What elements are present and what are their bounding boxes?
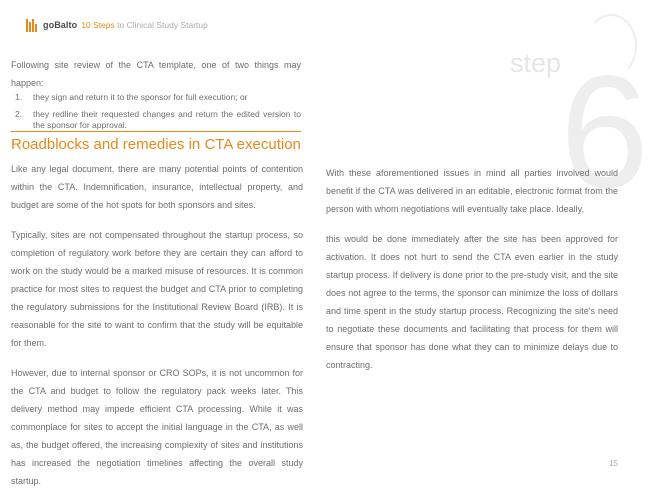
body-paragraph: With these aforementioned issues in mind all parties involved would benefit if the CTA was delivered in an editable, electronic format from the person with whom negotiations will eventually take place. Ideally, bbox=[326, 168, 618, 214]
body-paragraph: Like any legal document, there are many potential points of contention within the CTA. Indemnification, insurance, intellectual property, and budget are some of the hot spots for both sponsors and sites. bbox=[11, 164, 303, 210]
subtitle-highlight: 10 Steps bbox=[81, 20, 115, 30]
list-item bbox=[11, 92, 301, 103]
section-heading: Roadblocks and remedies in CTA execution bbox=[11, 136, 301, 153]
body-paragraph: Typically, sites are not compensated throughout the startup process, so completion of regulatory work before they are certain they can afford to work on the study would be a marked misuse of resources. It is common practice for most sites to request the budget and CTA prior to completing the regulatory submissions for the Institutional Review Board (IRB). It is reasonable for the site to want to confirm that the study will be equitable for them. bbox=[11, 230, 303, 348]
gobalto-logo-icon bbox=[26, 19, 39, 32]
step-number: 6 bbox=[560, 42, 649, 221]
section-divider bbox=[11, 131, 301, 132]
subtitle-rest: to Clinical Study Startup bbox=[117, 20, 208, 30]
left-column bbox=[11, 160, 303, 502]
page-number: 15 bbox=[609, 459, 618, 468]
list-number: 1. bbox=[15, 92, 23, 102]
body-paragraph: this would be done immediately after the site has been approved for activation. It does not hurt to send the CTA even earlier in the study startup process. If delivery is done prior to the pre-study visit, and the site does not agree to the terms, the sponsor can minimize the loss of dollars and time spent in the study startup process. Recognizing the site's need to negotiate these documents and facilitating that process for them will ensure that sponsor has done what they can to minimize delays due to contracting. bbox=[326, 234, 618, 370]
list-item bbox=[11, 109, 301, 131]
list-text: they sign and return it to the sponsor for full execution; or bbox=[33, 92, 248, 102]
intro-text: Following site review of the CTA template, one of two things may happen: bbox=[11, 60, 301, 88]
step-label: step bbox=[510, 48, 562, 78]
document-subtitle bbox=[81, 20, 208, 30]
page-header bbox=[26, 16, 208, 34]
body-paragraph: However, due to internal sponsor or CRO SOPs, it is not uncommon for the CTA and budget to follow the regulatory pack weeks later. This delivery method may impede efficient CTA processing. While it was commonplace for sites to accept the initial language in the CTA, as well as, the budget offered, the increasing complexity of sites and institutions has increased the negotiation timelines affecting the overall study startup. bbox=[11, 368, 303, 486]
list-text: they redline their requested changes and return the edited version to the sponsor for approval. bbox=[33, 109, 301, 130]
right-column bbox=[326, 164, 618, 386]
brand-name: goBalto bbox=[43, 20, 78, 30]
list-number: 2. bbox=[15, 109, 23, 119]
